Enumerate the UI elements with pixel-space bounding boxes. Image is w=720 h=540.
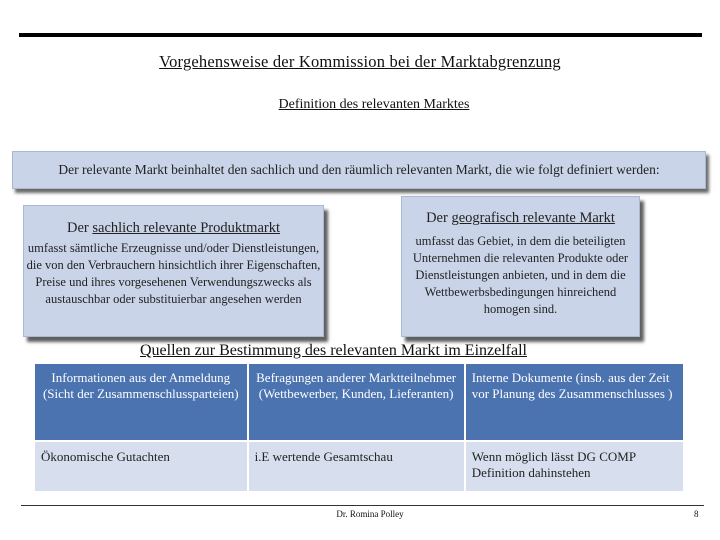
geographic-market-term: geografisch relevante Markt xyxy=(451,210,615,226)
intro-box xyxy=(12,151,706,189)
intro-text: Der relevante Markt beinhaltet den sachlich und den räumlich relevanten Markt, die wie folgt definiert werden: xyxy=(58,162,660,177)
product-market-definition: umfasst sämtliche Erzeugnisse und/oder Dienstleistungen, die von den Verbrauchern hinsichtlich ihrer Eigenschaften, Preise und ihres vorgesehenen Verwendungszwecks als austauschbar oder substituierbar angesehen werden xyxy=(26,241,321,306)
page-number: 8 xyxy=(694,509,699,519)
product-market-box xyxy=(23,205,324,337)
table-cell: i.E wertende Gesamtschau xyxy=(247,440,464,491)
sources-title: Quellen zur Bestimmung des relevanten Markt im Einzelfall xyxy=(140,342,527,359)
table-cell: Interne Dokumente (insb. aus der Zeit vor Planung des Zusammenschlusses ) xyxy=(464,364,683,440)
footer-author: Dr. Romina Polley xyxy=(336,509,404,519)
table-cell: Informationen aus der Anmeldung (Sicht der Zusammenschlussparteien) xyxy=(35,364,247,440)
geographic-market-definition: umfasst das Gebiet, in dem die beteiligten Unternehmen die relevanten Produkte oder Dienstleistungen anbieten, und in dem die Wettbewerbsbedingungen hinreichend homogen sind. xyxy=(412,234,629,316)
product-market-heading: Der sachlich relevante Produktmarkt xyxy=(66,220,280,236)
top-rule xyxy=(19,33,702,37)
table-cell: Wenn möglich lässt DG COMP Definition dahinstehen xyxy=(464,440,683,491)
product-market-term: sachlich relevante Produktmarkt xyxy=(92,220,280,236)
geographic-market-heading: Der geografisch relevante Markt xyxy=(426,210,615,226)
table-cell: Ökonomische Gutachten xyxy=(35,440,247,491)
table-row xyxy=(35,440,683,491)
sources-table xyxy=(35,364,683,491)
table-row xyxy=(35,364,683,440)
slide-subtitle: Definition des relevanten Marktes xyxy=(278,97,470,112)
slide-title: Vorgehensweise der Kommission bei der Marktabgrenzung xyxy=(159,52,561,71)
geographic-market-box xyxy=(401,196,640,337)
footer-rule xyxy=(21,505,704,506)
table-cell: Befragungen anderer Marktteilnehmer (Wettbewerber, Kunden, Lieferanten) xyxy=(247,364,464,440)
